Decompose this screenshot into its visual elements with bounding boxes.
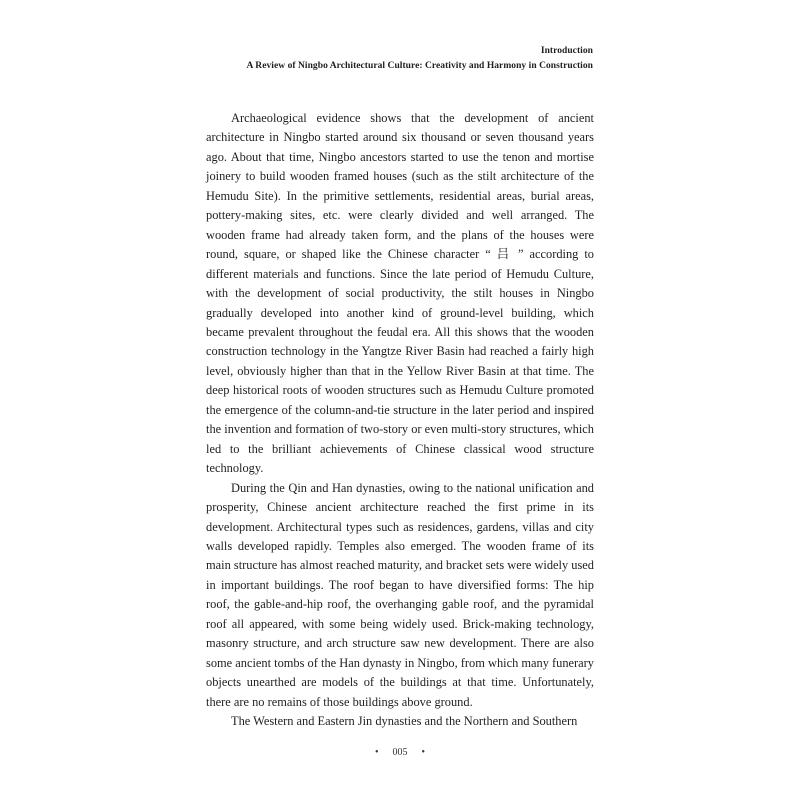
page-number: 005	[392, 747, 408, 758]
header-subtitle: A Review of Ningbo Architectural Culture: Creativity and Harmony in Construction	[246, 61, 593, 71]
paragraph: During the Qin and Han dynasties, owing to the national unification and prosperity, Chinese ancient architecture reached the first prime in its development. Architectural types such as residences, gardens, villas and city walls developed rapidly. Temples also emerged. The wooden frame of its main structure has almost reached maturity, and bracket sets were widely used in important buildings. The roof began to have diversified forms: The hip roof, the gable-and-hip roof, the overhanging gable roof, and the pyramidal roof all appeared, with some being widely used. Brick-making technology, masonry structure, and arch structure saw new development. There are also some ancient tombs of the Han dynasty in Ningbo, from which many funerary objects unearthed are models of the buildings at that time. Unfortunately, there are no remains of those buildings above ground.	[206, 480, 594, 709]
header-section-title: Introduction	[540, 46, 593, 56]
paragraph: The Western and Eastern Jin dynasties and the Northern and Southern	[231, 714, 578, 729]
page-footer	[0, 747, 800, 758]
footer-left-mark: •	[374, 747, 379, 758]
footer-right-mark: •	[421, 747, 426, 758]
body-text	[206, 109, 594, 732]
running-header	[246, 44, 593, 74]
paragraph: Archaeological evidence shows that the development of ancient architecture in Ningbo started around six thousand or seven thousand years ago. About that time, Ningbo ancestors started to use the tenon and mortise joinery to build wooden framed houses (such as the stilt architecture of the Hemudu Site). In the primitive settlements, residential areas, burial areas, pottery-making sites, etc. were clearly divided and well arranged. The wooden frame had already taken form, and the plans of the houses were round, square, or shaped like the Chinese character “ 吕 ” according to different materials and functions. Since the late period of Hemudu Culture, with the development of social productivity, the stilt houses in Ningbo gradually developed into another kind of ground-level building, which became prevalent throughout the feudal era. All this shows that the wooden construction technology in the Yangtze River Basin had reached a fairly high level, obviously higher than that in the Yellow River Basin at that time. The deep historical roots of wooden structures such as Hemudu Culture promoted the emergence of the column-and-tie structure in the later period and inspired the invention and formation of two-story or even multi-story structures, which led to the brilliant achievements of Chinese classical wood structure technology.	[206, 111, 594, 476]
